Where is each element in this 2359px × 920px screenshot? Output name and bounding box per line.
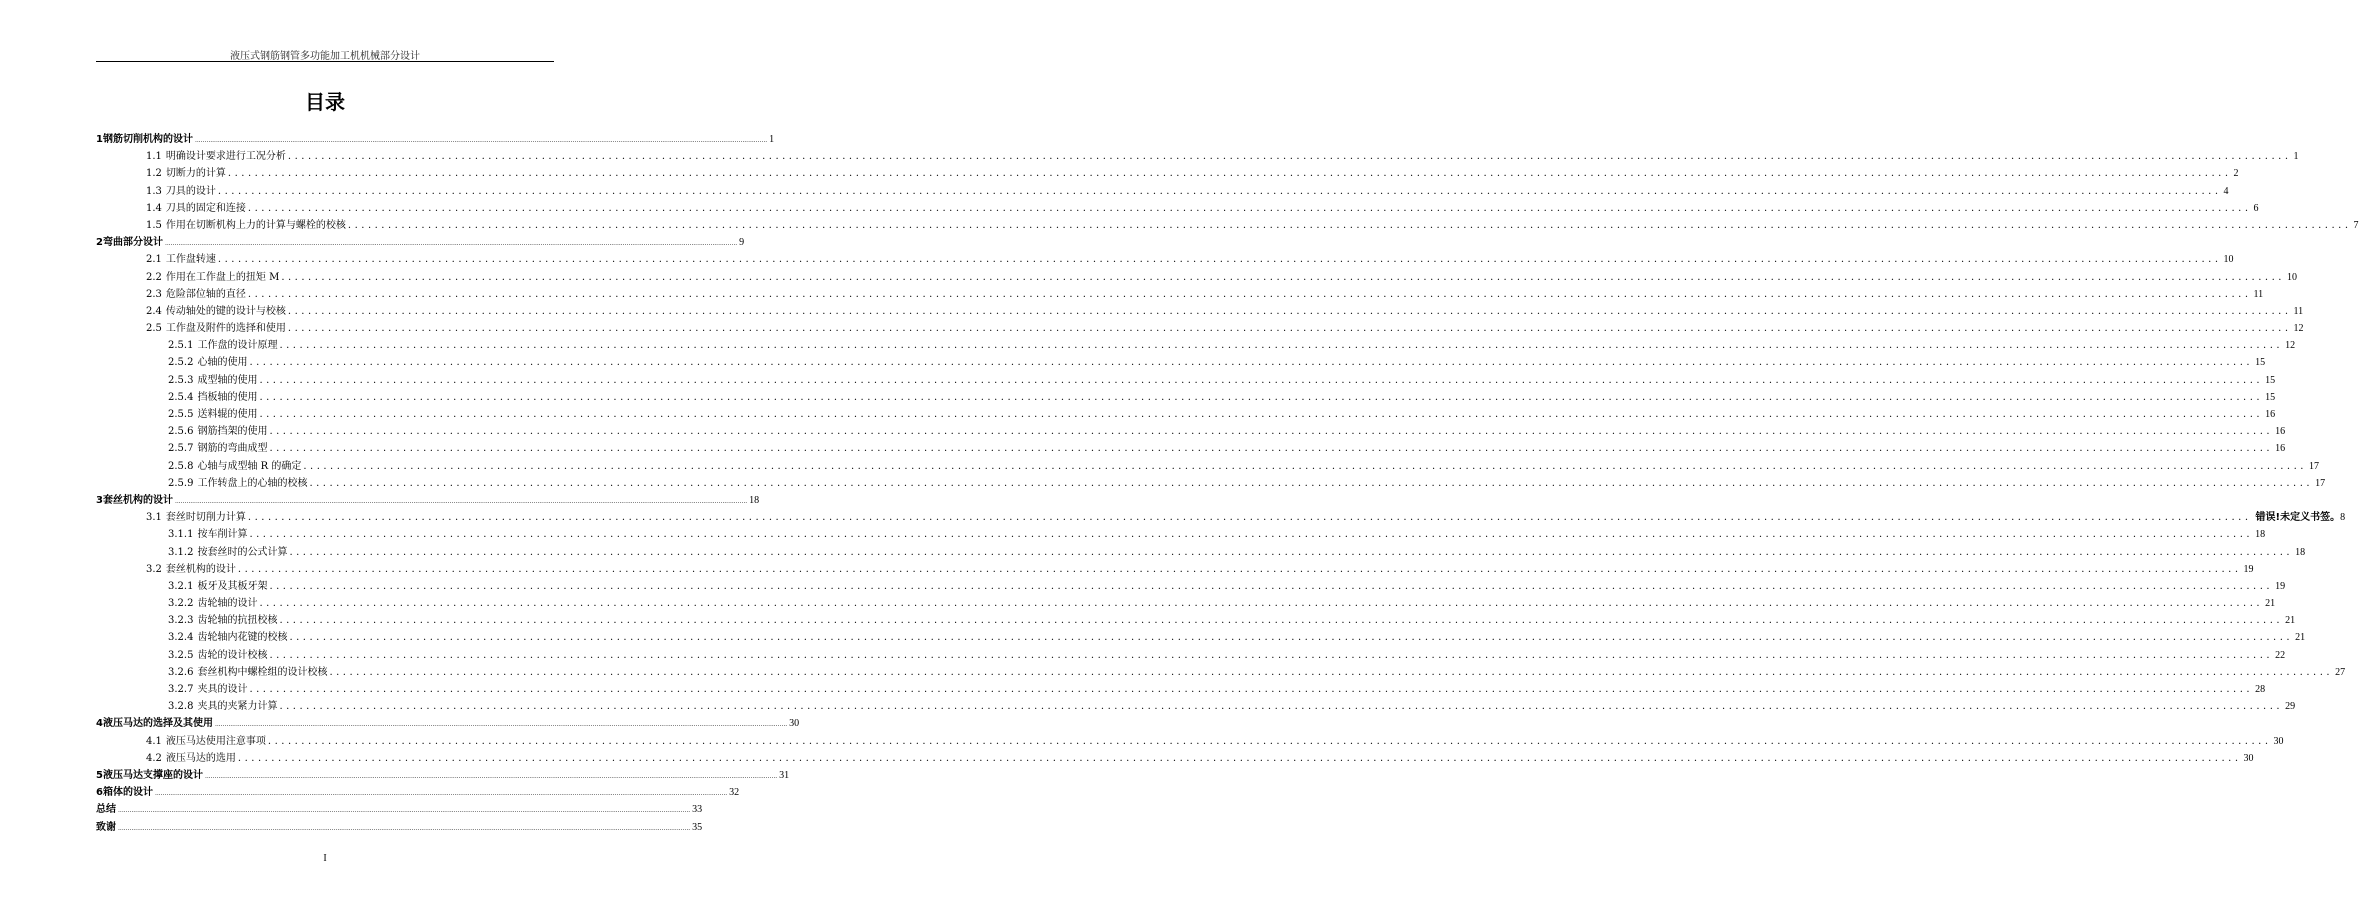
- toc-entry-number: 4: [96, 718, 103, 730]
- toc-entry-number: 2.5.6: [168, 426, 194, 438]
- toc-entry-page: 27: [2335, 666, 2346, 678]
- toc-entry[interactable]: [96, 148, 2299, 165]
- toc-entry[interactable]: [96, 389, 2276, 406]
- toc-entry-label: 套丝机构的设计: [102, 494, 173, 506]
- toc-entry[interactable]: [96, 131, 775, 148]
- toc-entry-number: 3.1.1: [168, 529, 194, 541]
- toc-entry-label: 套丝时切削力计算: [165, 512, 246, 524]
- toc-entry-number: 2.5.4: [168, 391, 194, 403]
- toc-entry[interactable]: [96, 526, 2266, 543]
- toc-entry[interactable]: [96, 629, 2306, 646]
- toc-entry-page: 29: [2285, 701, 2296, 713]
- toc-dot-leader: ............................................................................................................................................................................................................................................................................................................: [279, 615, 2284, 627]
- toc-entry-page: 35: [692, 821, 703, 833]
- toc-dot-leader: ............................................................................................................................................................................................................................................................................................................: [259, 409, 2264, 420]
- toc-entry[interactable]: [96, 200, 2259, 217]
- toc-dot-leader: ............................................................................................................................................................................................................................................................................................................: [249, 357, 2254, 369]
- toc-entry-number: 5: [96, 769, 103, 781]
- toc-entry-number: 3.2.5: [168, 649, 194, 661]
- toc-dot-leader: ............................................................................................................................................................................................................................................................................................................: [347, 219, 2352, 231]
- toc-entry[interactable]: [96, 544, 2306, 561]
- toc-entry-number: 1: [96, 134, 103, 145]
- toc-entry-page: 32: [729, 787, 740, 799]
- toc-dot-leader: ............................................................................................................................................................................................................................................................................................................: [214, 721, 788, 729]
- toc-entry-label: 液压马达的选用: [165, 752, 236, 764]
- toc-entry-label: 明确设计要求进行工况分析: [165, 151, 286, 163]
- toc-entry[interactable]: [96, 183, 2229, 200]
- toc-entry-number: 3: [96, 494, 103, 506]
- toc-entry[interactable]: [96, 354, 2266, 371]
- toc-entry[interactable]: [96, 406, 2276, 423]
- toc-entry-label: 送料辊的使用: [197, 409, 258, 420]
- toc-entry-page: 21: [2295, 632, 2306, 644]
- toc-entry[interactable]: [96, 217, 2359, 234]
- toc-entry-page: 19: [2275, 580, 2286, 592]
- toc-entry-number: 2.4: [146, 305, 162, 317]
- toc-entry[interactable]: [96, 440, 2286, 457]
- toc-entry-number: 2.5: [146, 323, 162, 335]
- toc-entry-label: 刀具的设计: [165, 185, 216, 197]
- toc-entry[interactable]: [96, 819, 703, 836]
- toc-entry-number: 3.2.3: [168, 615, 194, 627]
- toc-entry-number: 2.3: [146, 288, 162, 300]
- toc-entry-label: 工作盘的设计原理: [197, 340, 278, 352]
- toc-entry-number: 2.5.5: [168, 409, 194, 420]
- toc-dot-leader: ............................................................................................................................................................................................................................................................................................................: [217, 185, 2222, 197]
- toc-entry-label: 夹具的设计: [197, 684, 248, 695]
- toc-entry[interactable]: [96, 303, 2304, 320]
- toc-dot-leader: ............................................................................................................................................................................................................................................................................................................: [269, 426, 2274, 438]
- toc-entry-page: 16: [2275, 443, 2286, 455]
- toc-dot-leader: ............................................................................................................................................................................................................................................................................................................: [164, 240, 738, 248]
- toc-entry[interactable]: [96, 423, 2286, 440]
- toc-entry-page: 10: [2223, 254, 2234, 266]
- toc-entry-label: 按套丝时的公式计算: [197, 546, 288, 558]
- toc-dot-leader: ............................................................................................................................................................................................................................................................................................................: [267, 735, 2272, 747]
- toc-entry[interactable]: [96, 337, 2296, 354]
- toc-entry[interactable]: [96, 698, 2296, 715]
- toc-entry[interactable]: [96, 372, 2276, 389]
- header-rule: [96, 61, 554, 62]
- toc-entry-number: 4.1: [146, 735, 162, 747]
- toc-entry-label: 工作盘转速: [165, 254, 216, 266]
- toc-dot-leader: ............................................................................................................................................................................................................................................................................................................: [194, 137, 768, 144]
- toc-entry-number: 1.3: [146, 185, 162, 197]
- toc-entry-label: 心轴与成型轴 R 的确定: [197, 460, 302, 472]
- toc-entry-label: 心轴的使用: [197, 357, 248, 369]
- toc-dot-leader: ............................................................................................................................................................................................................................................................................................................: [217, 254, 2222, 266]
- toc-entry-page: 15: [2255, 357, 2266, 369]
- toc-entry[interactable]: [96, 320, 2304, 337]
- toc-entry-number: 2.5.3: [168, 374, 194, 386]
- toc-entry[interactable]: [96, 578, 2286, 595]
- toc-dot-leader: ............................................................................................................................................................................................................................................................................................................: [249, 684, 2254, 695]
- toc-entry-page: 15: [2265, 391, 2276, 403]
- toc-dot-leader: ............................................................................................................................................................................................................................................................................................................: [279, 340, 2284, 352]
- toc-entry-page: 7: [2353, 219, 2359, 231]
- page-title: 目录: [305, 90, 345, 114]
- toc-entry-label: 钢筋挡架的使用: [197, 426, 268, 438]
- toc-entry-page: 4: [2223, 185, 2229, 197]
- toc-dot-leader: ............................................................................................................................................................................................................................................................................................................: [259, 391, 2264, 403]
- toc-entry-page: 2: [2233, 168, 2239, 180]
- toc-entry-label: 箱体的设计: [102, 787, 153, 799]
- toc-entry[interactable]: [96, 715, 800, 732]
- toc-entry-number: 2.5.1: [168, 340, 194, 352]
- toc-entry-number: 3.2.8: [168, 701, 194, 713]
- toc-entry-label: 成型轴的使用: [197, 374, 258, 386]
- toc-entry[interactable]: [96, 612, 2296, 629]
- toc-entry-label: 弯曲部分设计: [102, 237, 163, 249]
- toc-dot-leader: ............................................................................................................................................................................................................................................................................................................: [259, 598, 2264, 610]
- toc-entry-page: 12: [2285, 340, 2296, 352]
- toc-entry-label: 总结: [96, 804, 116, 816]
- toc-dot-leader: ............................................................................................................................................................................................................................................................................................................: [174, 497, 748, 505]
- toc-entry-label: 挡板轴的使用: [197, 391, 258, 403]
- toc-entry-page: 10: [2286, 271, 2297, 283]
- toc-entry[interactable]: [96, 595, 2276, 612]
- toc-dot-leader: ............................................................................................................................................................................................................................................................................................................: [303, 460, 2307, 472]
- toc-entry-number: 2.5.2: [168, 357, 194, 369]
- toc-entry-page: 17: [2308, 460, 2319, 472]
- toc-entry-number: 2.5.7: [168, 443, 194, 455]
- toc-entry-number: 2.2: [146, 271, 162, 283]
- toc-entry[interactable]: [96, 458, 2319, 475]
- toc-entry-label: 作用在切断机构上力的计算与螺栓的校核: [165, 219, 346, 231]
- toc-dot-leader: ............................................................................................................................................................................................................................................................................................................: [259, 374, 2264, 386]
- toc-entry-page: 16: [2265, 409, 2276, 420]
- toc-entry-number: 3.2.7: [168, 684, 194, 695]
- toc-entry[interactable]: [96, 286, 2264, 303]
- toc-dot-leader: ............................................................................................................................................................................................................................................................................................................: [279, 701, 2284, 713]
- toc-entry-number: 4.2: [146, 752, 162, 764]
- toc-entry[interactable]: [96, 269, 2297, 286]
- toc-entry-label: 夹具的夹紧力计算: [197, 701, 278, 713]
- toc-entry-page: 31: [779, 769, 790, 781]
- toc-entry-number: 2.1: [146, 254, 162, 266]
- toc-entry-label: 齿轮轴的设计: [197, 598, 258, 610]
- toc-entry[interactable]: [96, 165, 2239, 182]
- toc-entry-label: 液压马达支撑座的设计: [102, 769, 203, 781]
- toc-dot-leader: ............................................................................................................................................................................................................................................................................................................: [289, 546, 2294, 558]
- toc-entry-label: 齿轮轴内花键的校核: [197, 632, 288, 644]
- table-of-contents: [96, 131, 2359, 836]
- toc-entry-page: 19: [2243, 563, 2254, 575]
- toc-entry[interactable]: [96, 561, 2254, 578]
- toc-entry-label: 作用在工作盘上的扭矩 M: [165, 271, 280, 283]
- toc-entry-label: 齿轮轴的抗扭校核: [197, 615, 278, 627]
- toc-entry-page: 22: [2275, 649, 2286, 661]
- toc-entry-label: 板牙及其板牙架: [197, 580, 268, 592]
- toc-entry-page: 18: [2255, 529, 2266, 541]
- toc-entry-number: 3.2.6: [168, 666, 194, 678]
- toc-entry-page: 8: [2340, 512, 2346, 524]
- toc-entry-number: 3.1: [146, 512, 162, 524]
- toc-entry-label: 刀具的固定和连接: [165, 202, 246, 214]
- toc-dot-leader: ............................................................................................................................................................................................................................................................................................................: [281, 271, 2285, 283]
- toc-entry-page: 11: [2293, 305, 2304, 317]
- toc-dot-leader: ............................................................................................................................................................................................................................................................................................................: [329, 666, 2334, 678]
- toc-dot-leader: ............................................................................................................................................................................................................................................................................................................: [118, 807, 691, 815]
- toc-dot-leader: ............................................................................................................................................................................................................................................................................................................: [287, 151, 2292, 163]
- toc-entry-page: 9: [739, 237, 745, 249]
- toc-entry[interactable]: [96, 234, 745, 251]
- toc-dot-leader: ............................................................................................................................................................................................................................................................................................................: [118, 824, 691, 832]
- toc-entry-label: 工作盘及附件的选择和使用: [165, 323, 286, 335]
- toc-dot-leader: ............................................................................................................................................................................................................................................................................................................: [269, 580, 2274, 592]
- toc-entry[interactable]: [96, 647, 2286, 664]
- toc-entry-number: 2.5.9: [168, 477, 194, 489]
- toc-entry-number: 3.2.2: [168, 598, 194, 610]
- toc-entry-label: 套丝机构中螺栓组的设计校核: [197, 666, 328, 678]
- toc-entry-label: 传动轴处的键的设计与校核: [165, 305, 286, 317]
- toc-entry-page: 18: [2295, 546, 2306, 558]
- toc-entry-page: 30: [2273, 735, 2284, 747]
- toc-entry-page: 17: [2315, 477, 2326, 489]
- toc-entry[interactable]: [96, 664, 2346, 681]
- toc-entry[interactable]: [96, 767, 790, 784]
- toc-dot-leader: ............................................................................................................................................................................................................................................................................................................: [269, 649, 2274, 661]
- toc-entry-label: 致谢: [96, 821, 116, 833]
- toc-entry-page: 12: [2293, 323, 2304, 335]
- toc-entry[interactable]: [96, 251, 2234, 268]
- toc-entry-number: 1.5: [146, 219, 162, 231]
- toc-dot-leader: ............................................................................................................................................................................................................................................................................................................: [287, 305, 2292, 317]
- toc-entry-page: 33: [692, 804, 703, 816]
- toc-dot-leader: ............................................................................................................................................................................................................................................................................................................: [247, 288, 2252, 300]
- page-number: I: [323, 853, 327, 864]
- toc-dot-leader: ............................................................................................................................................................................................................................................................................................................: [227, 168, 2232, 180]
- toc-entry-label: 齿轮的设计校核: [197, 649, 268, 661]
- toc-entry-page: 30: [2243, 752, 2254, 764]
- toc-entry[interactable]: [96, 509, 2346, 526]
- toc-entry-number: 2.5.8: [168, 460, 194, 472]
- toc-entry[interactable]: [96, 681, 2266, 698]
- toc-entry-number: 2: [96, 237, 103, 249]
- toc-dot-leader: ............................................................................................................................................................................................................................................................................................................: [247, 202, 2252, 214]
- toc-entry-label: 套丝机构的设计: [165, 563, 236, 575]
- toc-entry-number: 3.2.4: [168, 632, 194, 644]
- toc-entry[interactable]: [96, 750, 2254, 767]
- toc-entry-label: 液压马达的选择及其使用: [102, 718, 213, 730]
- toc-dot-leader: ............................................................................................................................................................................................................................................................................................................: [237, 563, 2242, 575]
- toc-entry-page: 28: [2255, 684, 2266, 695]
- toc-entry-label: 钢筋的弯曲成型: [197, 443, 268, 455]
- toc-entry-label: 按车削计算: [197, 529, 248, 541]
- toc-entry-page: 1: [2293, 151, 2299, 163]
- toc-entry-page: 15: [2265, 374, 2276, 386]
- toc-entry-page: 21: [2285, 615, 2296, 627]
- toc-entry-number: 1.4: [146, 202, 162, 214]
- toc-dot-leader: ............................................................................................................................................................................................................................................................................................................: [204, 772, 778, 780]
- toc-dot-leader: ............................................................................................................................................................................................................................................................................................................: [269, 443, 2274, 455]
- toc-dot-leader: ............................................................................................................................................................................................................................................................................................................: [247, 512, 2252, 524]
- running-header: 液压式钢筋钢管多功能加工机机械部分设计: [230, 51, 420, 62]
- toc-entry-label: 液压马达使用注意事项: [165, 735, 266, 747]
- toc-entry-page: 30: [789, 718, 800, 730]
- toc-entry-page: 18: [749, 494, 760, 506]
- toc-dot-leader: ............................................................................................................................................................................................................................................................................................................: [154, 790, 728, 798]
- toc-entry-page: 21: [2265, 598, 2276, 610]
- toc-dot-leader: ............................................................................................................................................................................................................................................................................................................: [237, 752, 2242, 764]
- toc-entry-label: 危险部位轴的直径: [165, 288, 246, 300]
- toc-entry-number: 6: [96, 787, 103, 799]
- toc-entry-number: 3.2.1: [168, 580, 194, 592]
- toc-entry-label: 工作转盘上的心轴的校核: [197, 477, 308, 489]
- toc-entry-number: 3.2: [146, 563, 162, 575]
- toc-entry[interactable]: [96, 801, 703, 818]
- toc-entry-number: 1.1: [146, 151, 162, 163]
- toc-entry[interactable]: [96, 492, 760, 509]
- toc-entry[interactable]: [96, 475, 2326, 492]
- toc-entry-number: 1.2: [146, 168, 162, 180]
- toc-entry-number: 3.1.2: [168, 546, 194, 558]
- toc-entry-label: 切断力的计算: [165, 168, 226, 180]
- toc-entry[interactable]: [96, 733, 2284, 750]
- toc-dot-leader: ............................................................................................................................................................................................................................................................................................................: [249, 529, 2254, 541]
- toc-entry-page: 6: [2253, 202, 2259, 214]
- toc-entry-page: 16: [2275, 426, 2286, 438]
- toc-dot-leader: ............................................................................................................................................................................................................................................................................................................: [309, 477, 2314, 489]
- toc-entry-label: 钢筋切削机构的设计: [102, 134, 193, 145]
- toc-dot-leader: ............................................................................................................................................................................................................................................................................................................: [287, 323, 2292, 335]
- toc-entry[interactable]: [96, 784, 740, 801]
- toc-error-label: 错误!未定义书签。: [2255, 512, 2341, 524]
- toc-entry-page: 11: [2253, 288, 2264, 300]
- toc-dot-leader: ............................................................................................................................................................................................................................................................................................................: [289, 632, 2294, 644]
- toc-entry-page: 1: [769, 134, 775, 145]
